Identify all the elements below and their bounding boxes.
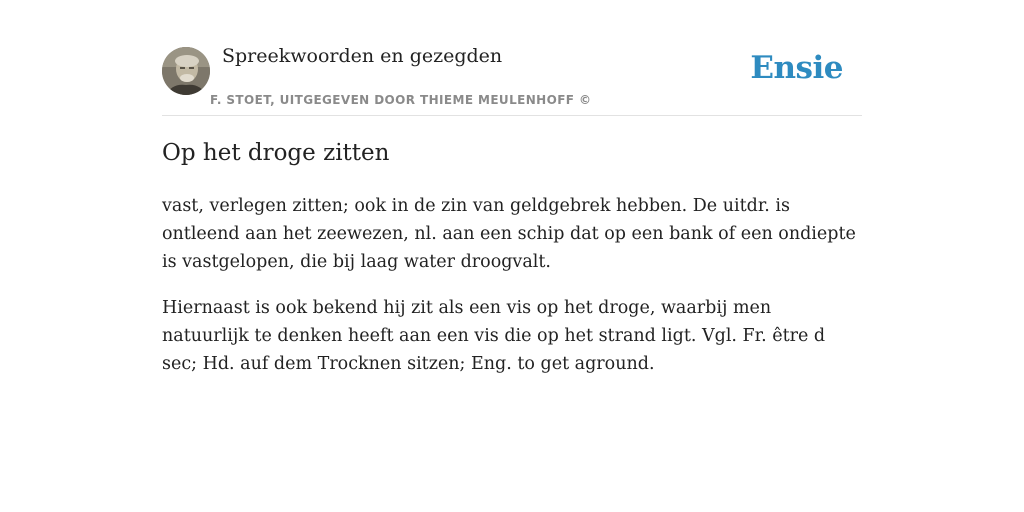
source-header (162, 0, 862, 116)
source-title[interactable]: Spreekwoorden en gezegden (222, 45, 503, 67)
source-meta: F. STOET, UITGEGEVEN DOOR THIEME MEULENHOFF © (210, 93, 592, 107)
entry-paragraph: vast, verlegen zitten; ook in de zin van geldgebrek hebben. De uitdr. is ontleend aan het zeewezen, nl. aan een schip dat op een bank of een ondiepte is vastgelopen, die bij laag water droogvalt. (162, 196, 856, 272)
entry-card (162, 0, 862, 512)
author-portrait-icon[interactable] (162, 47, 210, 95)
entry-body (162, 192, 862, 396)
ensie-logo-link[interactable]: Ensie (750, 50, 843, 86)
entry-title: Op het droge zitten (162, 140, 390, 166)
entry-paragraph: Hiernaast is ook bekend hij zit als een vis op het droge, waarbij men natuurlijk te denken heeft aan een vis die op het strand ligt. Vgl. Fr. être d sec; Hd. auf dem Trocknen sitzen; Eng. to get aground. (162, 298, 826, 374)
